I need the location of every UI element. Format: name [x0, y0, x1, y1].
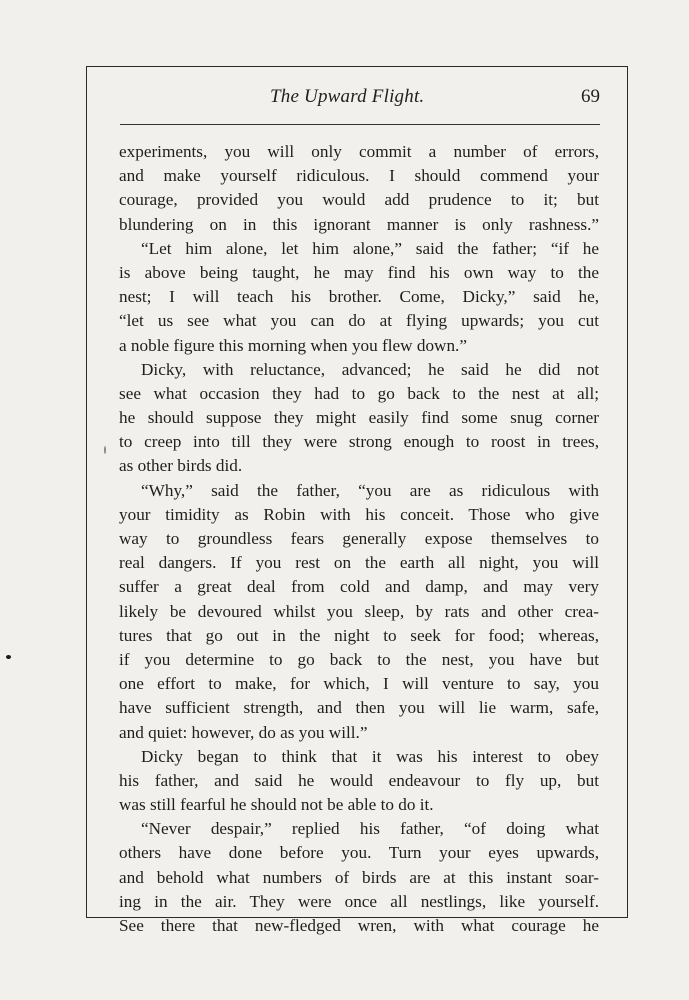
text-line: and quiet: however, do as you will.” — [119, 722, 368, 742]
text-line: and behold what numbers of birds are at this instant soar- — [119, 867, 599, 887]
text-line: as other birds did. — [119, 456, 243, 476]
text-line: way to groundless fears generally expose themselves to — [119, 529, 599, 548]
text-line: and make yourself ridiculous. I should commend your — [119, 166, 599, 186]
text-line: a noble figure this morning when you flew down.” — [119, 335, 467, 355]
text-line: See there that new-fledged wren, with what courage he — [119, 916, 599, 935]
text-line: he should suppose they might easily find some snug corner — [119, 408, 599, 428]
ink-speck — [104, 446, 106, 454]
text-line: real dangers. If you rest on the earth all night, you will — [119, 553, 599, 573]
ink-speck — [6, 655, 11, 659]
running-head — [120, 86, 600, 116]
text-line: ing in the air. They were once all nestlings, like yourself. — [119, 891, 599, 911]
text-line: one effort to make, for which, I will venture to say, you — [119, 674, 599, 694]
text-line: nest; I will teach his brother. Come, Dicky,” said he, — [119, 287, 599, 307]
text-line: have sufficient strength, and then you will lie warm, safe, — [119, 698, 599, 718]
text-line: to creep into till they were strong enough to roost in trees, — [119, 432, 599, 452]
text-line: Dicky, with reluctance, advanced; he said he did not — [141, 359, 599, 379]
text-line: tures that go out in the night to seek for food; whereas, — [119, 625, 599, 645]
text-line: Dicky began to think that it was his interest to obey — [141, 746, 599, 766]
body-text — [119, 140, 599, 938]
text-line: others have done before you. Turn your eyes upwards, — [119, 843, 599, 863]
text-line: “let us see what you can do at flying upwards; you cut — [119, 311, 599, 331]
text-line: is above being taught, he may find his own way to the — [119, 262, 599, 282]
text-line: “Never despair,” replied his father, “of doing what — [141, 819, 599, 839]
header-rule — [120, 124, 600, 125]
text-line: if you determine to go back to the nest, you have but — [119, 649, 599, 669]
text-line: his father, and said he would endeavour to fly up, but — [119, 770, 599, 790]
text-line: see what occasion they had to go back to the nest at all; — [119, 383, 599, 403]
text-line: courage, provided you would add prudence to it; but — [119, 190, 599, 210]
text-line: suffer a great deal from cold and damp, and may very — [119, 577, 599, 597]
page-number: 69 — [581, 86, 600, 107]
running-title: The Upward Flight. — [270, 86, 425, 107]
text-line: likely be devoured whilst you sleep, by rats and other crea- — [119, 601, 599, 621]
text-line: was still fearful he should not be able to do it. — [119, 795, 434, 815]
text-line: “Let him alone, let him alone,” said the father; “if he — [141, 238, 599, 258]
text-line: your timidity as Robin with his conceit. Those who give — [119, 504, 599, 524]
text-line: blundering on in this ignorant manner is only rashness.” — [119, 214, 599, 234]
text-line: experiments, you will only commit a number of errors, — [119, 142, 599, 161]
text-line: “Why,” said the father, “you are as ridiculous with — [141, 480, 599, 500]
